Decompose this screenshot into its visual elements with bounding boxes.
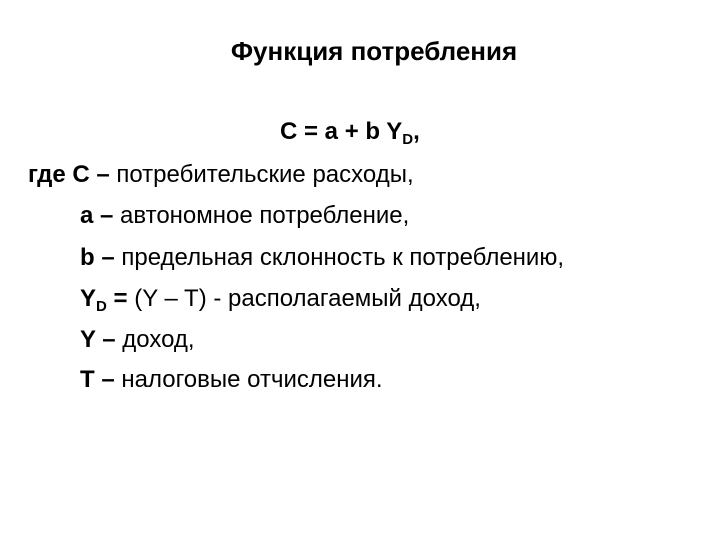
consumption-formula bbox=[280, 118, 420, 146]
definition-marginal-propensity bbox=[80, 244, 564, 272]
definition-text: (Y – T) - располагаемый доход, bbox=[134, 285, 481, 312]
definition-taxes bbox=[80, 366, 383, 394]
definition-equals: = bbox=[106, 285, 135, 312]
definition-text: налоговые отчисления. bbox=[121, 366, 383, 393]
slide-title: Функция потребления bbox=[230, 36, 518, 66]
definition-term-subscript: D bbox=[96, 298, 107, 315]
definition-term: Y bbox=[80, 285, 97, 312]
definition-text: предельная склонность к потреблению, bbox=[121, 244, 564, 271]
definition-text: автономное потребление, bbox=[120, 202, 410, 229]
definition-consumer-spending bbox=[28, 161, 414, 189]
definition-term: а – bbox=[80, 202, 121, 229]
formula-comma: , bbox=[413, 118, 420, 145]
definition-term: T – bbox=[80, 366, 122, 393]
definition-disposable-income bbox=[80, 285, 481, 313]
formula-main: C = a + b Y bbox=[280, 118, 403, 145]
definition-term: где С – bbox=[28, 161, 117, 188]
formula-subscript: D bbox=[402, 131, 414, 148]
definition-text: потребительские расходы, bbox=[116, 161, 414, 188]
definition-income bbox=[80, 326, 195, 354]
definition-term: Y – bbox=[80, 326, 123, 353]
definition-autonomous-consumption bbox=[80, 202, 409, 230]
definition-term: b – bbox=[80, 244, 122, 271]
definition-text: доход, bbox=[122, 326, 195, 353]
